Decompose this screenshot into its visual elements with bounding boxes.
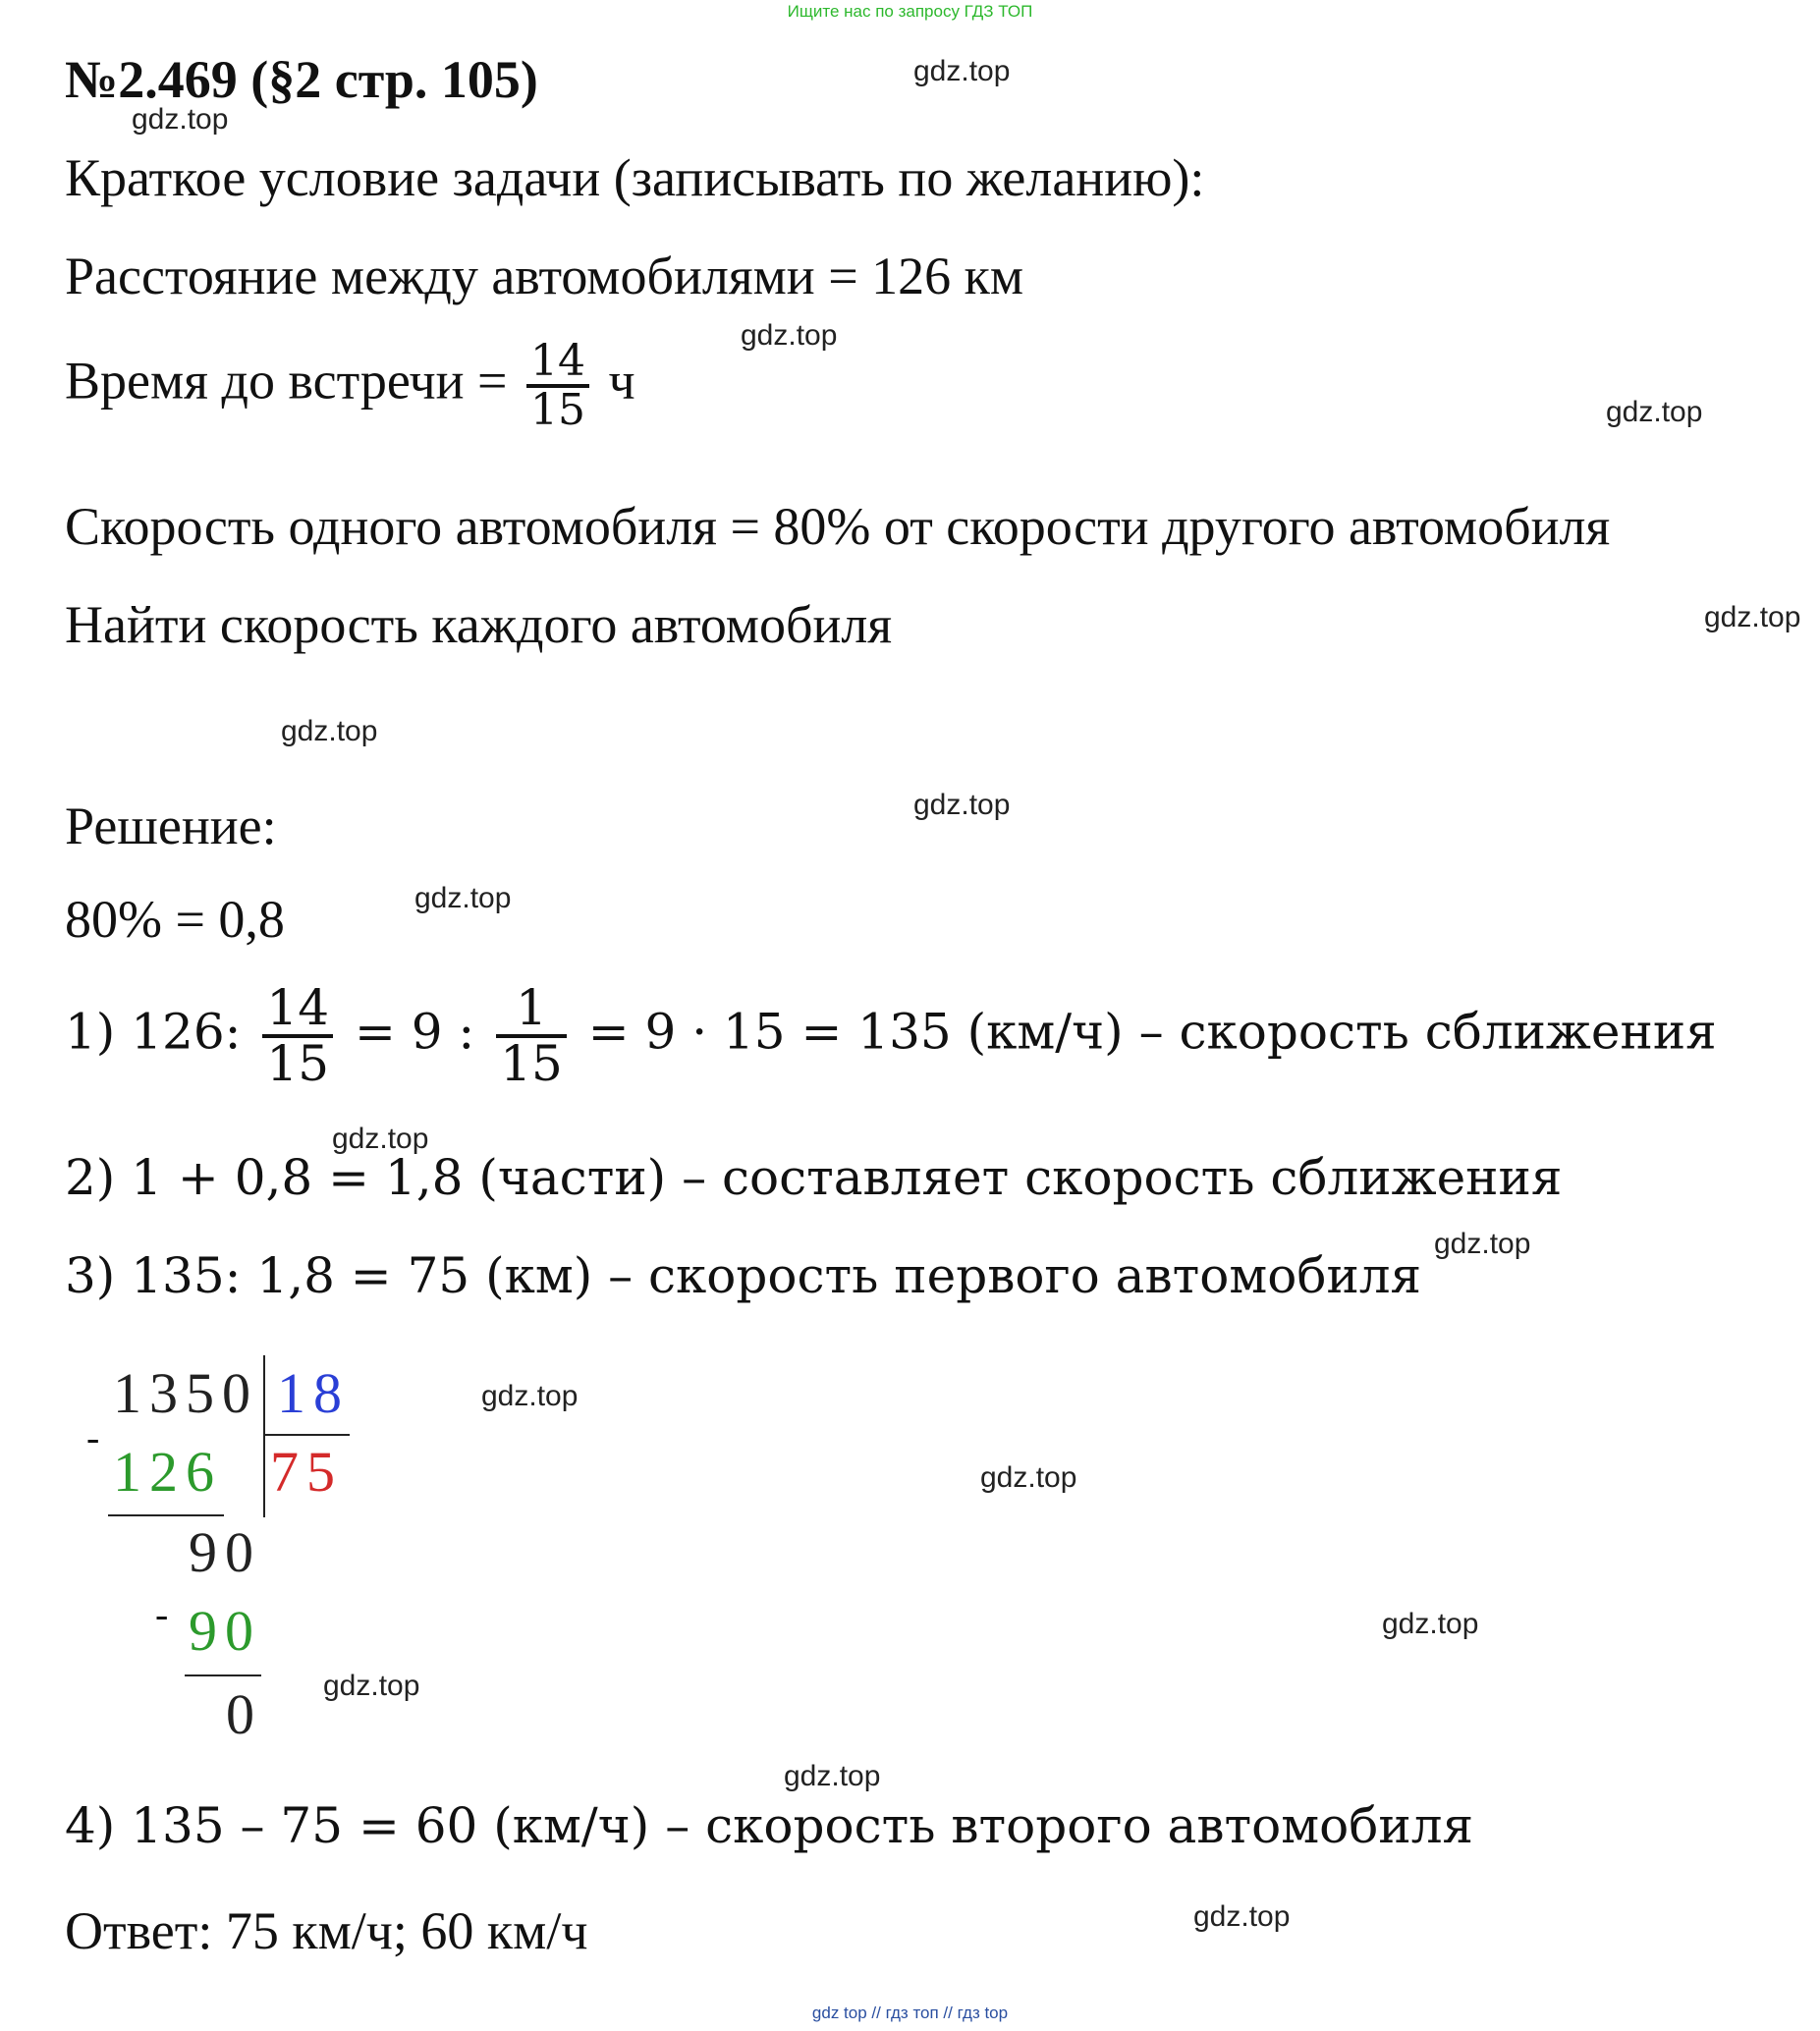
division-minus-2: -: [155, 1592, 169, 1636]
time-fraction: [526, 336, 589, 436]
time-prefix: Время до встречи =: [65, 351, 508, 411]
division-line-2: [185, 1674, 261, 1676]
time-denominator: 15: [530, 385, 586, 436]
division-quotient: 75: [270, 1440, 343, 1504]
solution-answer: Ответ: 75 км/ч; 60 км/ч: [65, 1901, 588, 1960]
solution-step-2: 2) 1 + 0,8 = 1,8 (части) – составляет скорость сближения: [65, 1149, 1563, 1206]
watermark: gdz.top: [913, 789, 1011, 821]
watermark: gdz.top: [1704, 601, 1801, 633]
watermark: gdz.top: [481, 1380, 579, 1412]
solution-step-3: 3) 135: 1,8 = 75 (км) – скорость первого автомобиля: [65, 1247, 1422, 1304]
footer-links[interactable]: gdz top // гдз топ // гдз top: [811, 2004, 1009, 2022]
step1-f1-numerator: 14: [266, 979, 330, 1036]
watermark: gdz.top: [741, 319, 838, 352]
watermark: gdz.top: [1193, 1900, 1291, 1933]
step1-fraction-1: [262, 979, 333, 1092]
condition-find: Найти скорость каждого автомобиля: [65, 595, 893, 654]
condition-speed-ratio: Скорость одного автомобиля = 80% от скорости другого автомобиля: [65, 497, 1611, 556]
condition-distance: Расстояние между автомобилями = 126 км: [65, 247, 1024, 305]
time-numerator: 14: [530, 336, 586, 386]
watermark: gdz.top: [332, 1123, 429, 1155]
step1-f2-numerator: 1: [516, 979, 547, 1036]
step1-fraction-2: [496, 979, 567, 1092]
step1-part-b: = 9 :: [354, 1003, 475, 1061]
watermark: gdz.top: [1434, 1228, 1531, 1260]
step1-part-c: = 9 · 15 = 135 (км/ч) – скорость сближения: [587, 1003, 1717, 1061]
division-subtrahend-2: 90: [189, 1599, 261, 1663]
watermark: gdz.top: [980, 1461, 1077, 1494]
watermark: gdz.top: [913, 55, 1011, 87]
condition-time: [65, 336, 635, 436]
division-remainder-1: 90: [189, 1520, 261, 1584]
watermark: gdz.top: [1606, 396, 1703, 428]
division-subtrahend-1: 126: [113, 1440, 222, 1504]
solution-heading: Решение:: [65, 796, 277, 855]
division-divisor-underline: [263, 1434, 350, 1436]
step1-part-a: 1) 126:: [65, 1003, 242, 1061]
solution-step-1: [65, 979, 1717, 1092]
step1-f2-denominator: 15: [500, 1034, 563, 1092]
solution-percent: 80% = 0,8: [65, 890, 285, 949]
watermark: gdz.top: [414, 882, 512, 914]
watermark: gdz.top: [281, 715, 378, 747]
division-final-remainder: 0: [226, 1682, 262, 1746]
step1-f1-denominator: 15: [266, 1034, 330, 1092]
condition-heading: Краткое условие задачи (записывать по желанию):: [65, 148, 1205, 207]
time-unit: ч: [608, 351, 635, 411]
division-line-1: [108, 1514, 224, 1516]
watermark: gdz.top: [323, 1670, 420, 1702]
page-title: №2.469 (§2 стр. 105): [65, 50, 538, 109]
top-banner[interactable]: Ищите нас по запросу ГДЗ ТОП: [787, 2, 1033, 21]
watermark: gdz.top: [132, 103, 229, 136]
division-minus-1: -: [86, 1415, 100, 1459]
division-divisor: 18: [277, 1361, 350, 1425]
division-dividend: 1350: [113, 1361, 258, 1425]
division-vertical-bar: [263, 1355, 265, 1517]
watermark: gdz.top: [1382, 1608, 1479, 1640]
solution-step-4: 4) 135 – 75 = 60 (км/ч) – скорость второго автомобиля: [65, 1797, 1474, 1854]
watermark: gdz.top: [784, 1760, 881, 1792]
